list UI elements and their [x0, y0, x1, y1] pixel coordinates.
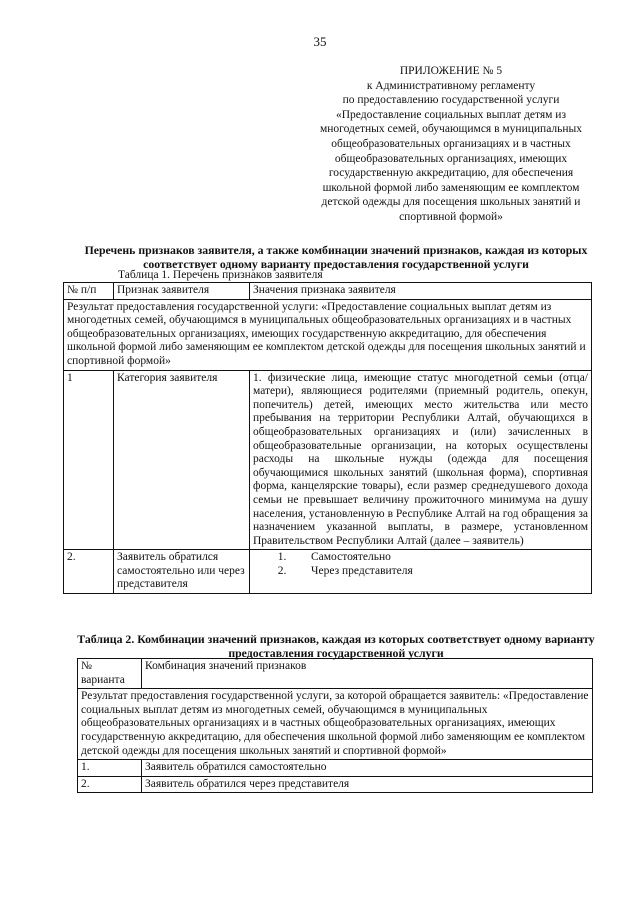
header-variant: № варианта — [78, 659, 142, 689]
header-combo: Комбинация значений признаков — [142, 659, 593, 689]
row-combo: Заявитель обратился через представителя — [142, 776, 593, 793]
row-num: 1 — [64, 370, 114, 550]
table-header-row — [78, 659, 593, 689]
row-value: 1. физические лица, имеющие статус многодетной семьи (отца/матери), являющиеся родителями (приемный родитель, опекун, попечитель) детей, имеющих место жительства или место пребывания на территории Республики Алтай, обучающихся в общеобразовательных организациях и (или) зачисленных в общеобразовательные организации, на которых осуществлены расходы на школьные нужды (одежда для посещения обучающимися школьных занятий (школьная форма), спортивная форма, канцелярские товары), если размер среднедушевого дохода семьи не превышает величину прожиточного минимума на душу населения, установленную в Республике Алтай на год обращения за назначением указанной выплаты, в размере, установленном Правительством Республики Алтай (далее – заявитель) — [250, 370, 592, 550]
appendix-line: по предоставлению государственной услуги — [342, 94, 560, 107]
table-header-row — [64, 283, 592, 300]
appendix-line: государственную аккредитацию, для обеспечения — [328, 167, 574, 180]
header-num: № п/п — [64, 283, 114, 300]
row-num: 1. — [78, 760, 142, 777]
appendix-line: спортивной формой» — [399, 210, 503, 223]
table2-heading: Таблица 2. Комбинации значений признаков, каждая из которых соответствует одному варианту предоставления государственной услуги — [77, 632, 595, 660]
list-item-num: 2. — [277, 564, 287, 577]
row-combo: Заявитель обратился самостоятельно — [142, 760, 593, 777]
list-item-text: Самостоятельно — [311, 551, 391, 564]
row-value-list — [250, 550, 592, 594]
sign-combinations-table — [77, 658, 593, 793]
header-values: Значения признака заявителя — [250, 283, 592, 300]
appendix-line: «Предоставление социальных выплат детям из — [335, 108, 566, 121]
row-sign: Категория заявителя — [114, 370, 250, 550]
appendix-line: многодетных семей, обучающимся в муниципальных — [319, 123, 583, 136]
table-result-row — [64, 299, 592, 370]
section1-heading: Перечень признаков заявителя, а также комбинации значений признаков, каждая из которых соответствует одному варианту предоставления государственной услуги — [84, 243, 588, 271]
appendix-line: общеобразовательных организациях, имеющих — [334, 152, 568, 165]
list-item — [253, 551, 588, 565]
result-cell: Результат предоставления государственной услуги: «Предоставление социальных выплат детям из многодетных семей, обучающимся в муниципальных общеобразовательных организациях и в частных общеобразовательных организациях, имеющих государственную аккредитацию, для обеспечения школьной формой либо заменяющим ее комплектом детской одежды для посещения школьных занятий и спортивной формой» — [64, 299, 592, 370]
row-num: 2. — [64, 550, 114, 594]
table1-caption: Таблица 1. Перечень признаков заявителя — [118, 269, 323, 281]
appendix-block — [306, 64, 596, 225]
appendix-line: детской одежды для посещения школьных занятий и — [321, 196, 581, 209]
page-number: 35 — [313, 34, 327, 49]
list-item-text: Через представителя — [311, 564, 413, 577]
table-row — [64, 370, 592, 550]
row-num: 2. — [78, 776, 142, 793]
applicant-signs-table — [63, 282, 592, 594]
table-row — [78, 776, 593, 793]
table-result-row — [78, 689, 593, 760]
table-row — [78, 760, 593, 777]
appendix-line: к Административному регламенту — [366, 79, 536, 92]
appendix-line: ПРИЛОЖЕНИЕ № 5 — [399, 65, 503, 77]
result-cell: Результат предоставления государственной услуги, за которой обращается заявитель: «Предоставление социальных выплат детям из многодетных семей, обучающимся в муниципальных общеобразовательных организациях и в частных общеобразовательных организациях, имеющих государственную аккредитацию, для обеспечения школьной формой либо заменяющим ее комплектом детской одежды для посещения школьных занятий и спортивной формой» — [78, 689, 593, 760]
appendix-line: школьной формой либо заменяющим ее комплектом — [322, 181, 580, 194]
appendix-line: общеобразовательных организациях и в частных — [331, 137, 571, 150]
list-item — [253, 565, 588, 579]
list-item-num: 1. — [277, 551, 287, 564]
header-sign: Признак заявителя — [114, 283, 250, 300]
row-sign: Заявитель обратился самостоятельно или через представителя — [114, 550, 250, 594]
table-row — [64, 550, 592, 594]
